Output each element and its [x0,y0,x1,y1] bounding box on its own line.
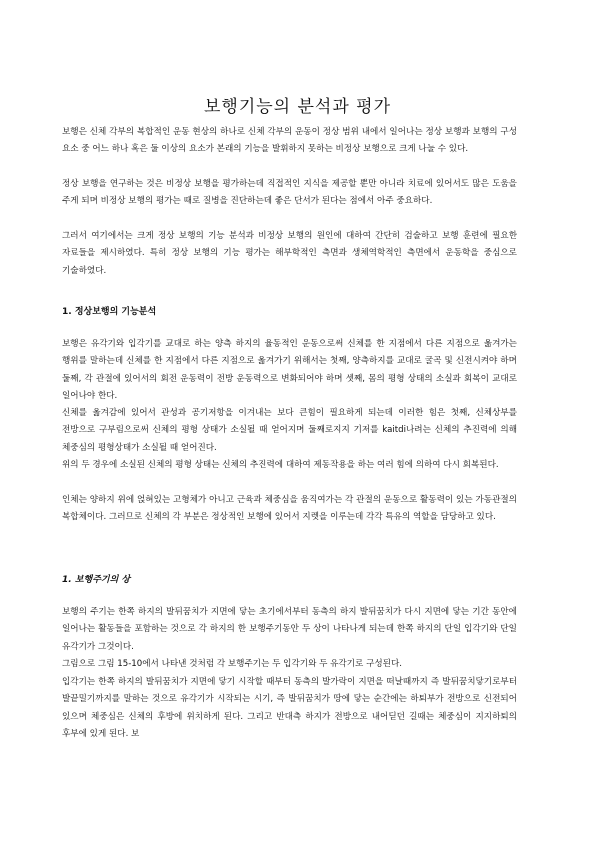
page-title: 보행기능의 분석과 평가 [203,97,392,117]
body-paragraph: 입각기는 한쪽 하지의 발뒤꿈치가 지면에 닿기 시작할 때부터 동측의 발가락이 지면을 떠날때까지 즉 발뒤꿈치닿기로부터 발끝밀기까지를 말하는 것으로 유각기가 시작되는 시기, 즉 발뒤꿈치가 땅에 닿는 순간에는 하퇴부가 전방으로 신전되어 있으며 체중심은 신체의 후방에 위치하게 된다. 그리고 반대측 하지가 전방으로 내어딛던 길때는 체중심이 지지하퇴의 후부에 있게 된다. 보 [62,677,517,739]
subsection-heading: 1. 보행주기의 상 [62,575,131,585]
body-paragraph: 보행은 유각기와 입각기를 교대로 하는 양측 하지의 율동적인 운동으로써 신체를 한 지점에서 다른 지점으로 옮겨가는 행위를 말하는데 신체를 한 지점에서 다른 지점으로 옮겨가기 위해서는 첫째, 양측하지를 교대로 굴곡 및 신전시켜야 하며 둘째, 각 관절에 있어서의 회전 운동력이 전방 운동력으로 변화되어야 하며 셋째, 몸의 평형 상태의 소실과 회복이 교대로 일어나야 한다. [62,339,517,401]
body-paragraph: 보행의 주기는 한쪽 하지의 발뒤꿈치가 지면에 닿는 초기에서부터 동측의 하지 발뒤꿈치가 다시 지면에 닿는 기간 동안에 일어나는 활동들을 포함하는 것으로 각 하지의 한 보행주기동안 두 상이 나타나게 되는데 한쪽 하지의 단일 입각기와 단일 유각기가 그것이다. [62,607,517,652]
body-paragraph: 위의 두 경우에 소실된 신체의 평형 상태는 신체의 추진력에 대하여 제동작용을 하는 여러 힘에 의하여 다시 회복된다. [62,460,499,470]
intro-paragraph-2: 정상 보행을 연구하는 것은 비정상 보행을 평가하는데 직접적인 지식을 제공할 뿐만 아니라 치료에 있어서도 많은 도움을 주게 되며 비정상 보행의 평가는 때로 질병을 진단하는데 좋은 단서가 된다는 점에서 아주 중요하다. [62,179,517,207]
section-heading: 1. 정상보행의 기능분석 [62,307,157,317]
body-paragraph: 인체는 양하지 위에 얹혀있는 고형체가 아니고 근육과 체중심을 움직여가는 각 관절의 운동으로 활동력이 있는 가동관절의 복합체이다. 그러므로 신체의 각 부분은 정상적인 보행에 있어서 지렛을 이루는데 각각 특유의 역할을 담당하고 있다. [62,495,517,523]
intro-paragraph-1: 보행은 신체 각부의 복합적인 운동 현상의 하나로 신체 각부의 운동이 정상 범위 내에서 일어나는 정상 보행과 보행의 구성 요소 중 어느 하나 혹은 둘 이상의 요소가 본래의 기능을 발휘하지 못하는 비정상 보행으로 크게 나눌 수 있다. [62,127,517,155]
body-paragraph: 그림으로 그림 15-10에서 나타낸 것처럼 각 보행주기는 두 입각기와 두 유각기로 구성된다. [62,659,403,669]
body-paragraph: 신체를 옮겨감에 있어서 관성과 공기저항을 이겨내는 보다 큰힘이 필요하게 되는데 이러한 힘은 첫째, 신체상부를 전방으로 구부림으로써 신체의 평형 상태가 소실될 때 얻어지며 둘째로지지 기저를 kaitdi나려는 신체의 추진력에 의해 체중심의 평형상태가 소실될 때 얻어진다. [62,408,517,453]
intro-paragraph-3: 그러서 여기에서는 크게 정상 보행의 기능 분석과 비정상 보행의 원인에 대하여 간단히 검술하고 보행 훈련에 필요한 자료들을 제시하였다. 특히 정상 보행의 기능 평가는 해부학적인 측면과 생체역학적인 측면에서 운동학을 중심으로 기술하였다. [62,231,517,276]
